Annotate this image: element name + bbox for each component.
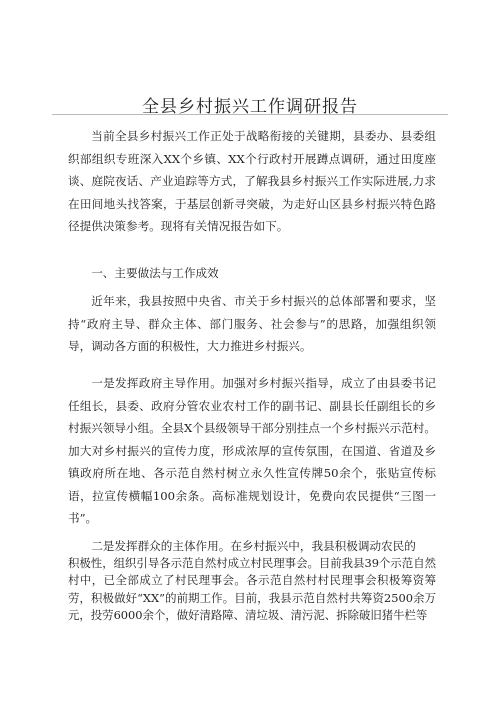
section-heading: 一、主要做法与工作成效 (91, 266, 219, 280)
overview-paragraph: 近年来，我县按照中央省、市关于乡村振兴的总体部署和要求，坚持“政府主导、群众主体、部门服务、社会参与”的思路，加强组织领导，调动各方面的积极性，大力推进乡村振兴。 (68, 294, 436, 353)
title-divider (52, 114, 448, 115)
point-two-body-paragraph: 积极性，组织引导各示范自然村成立村民理事会。目前我县39个示范自然村中，已全部成立了村民理事会。各示范自然村村民理事会积极筹资筹劳，积极做好“XX”的前期工作。目前，我县示范自然村共筹资2500余万元，投劳6000余个，做好清路障、清垃圾、清污泥、拆除破旧猪牛栏等 (68, 556, 436, 623)
intro-paragraph: 当前全县乡村振兴工作正处于战略衔接的关键期，县委办、县委组织部组织专班深入XX个乡镇、XX个行政村开展蹲点调研，通过田度座谈、庭院夜话、产业追踪等方式，了解我县乡村振兴工作实际进展,力求在田间地头找答案，于基层创新寻突破，为走好山区县乡村振兴特色路径提供决策参考。现将有关情况报告如下。 (68, 129, 436, 233)
page-title: 全县乡村振兴工作调研报告 (142, 97, 358, 117)
point-one-paragraph: 一是发挥政府主导作用。加强对乡村振兴指导，成立了由县委书记任组长，县委、政府分管农业农村工作的副书记、副县长任副组长的乡村振兴领导小组。全县X个县级领导干部分别挂点一个乡村振兴示范村。加大对乡村振兴的宣传力度，形成浓厚的宣传氛围，在国道、省道及乡镇政府所在地、各示范自然村树立永久性宣传牌50余个，张贴宣传标语，拉宣传横幅100余条。高标准规划设计，免费向农民提供“三图一书”。 (68, 376, 436, 525)
point-two-lead-line: 二是发挥群众的主体作用。在乡村振兴中，我县积极调动农民的 (91, 539, 416, 553)
